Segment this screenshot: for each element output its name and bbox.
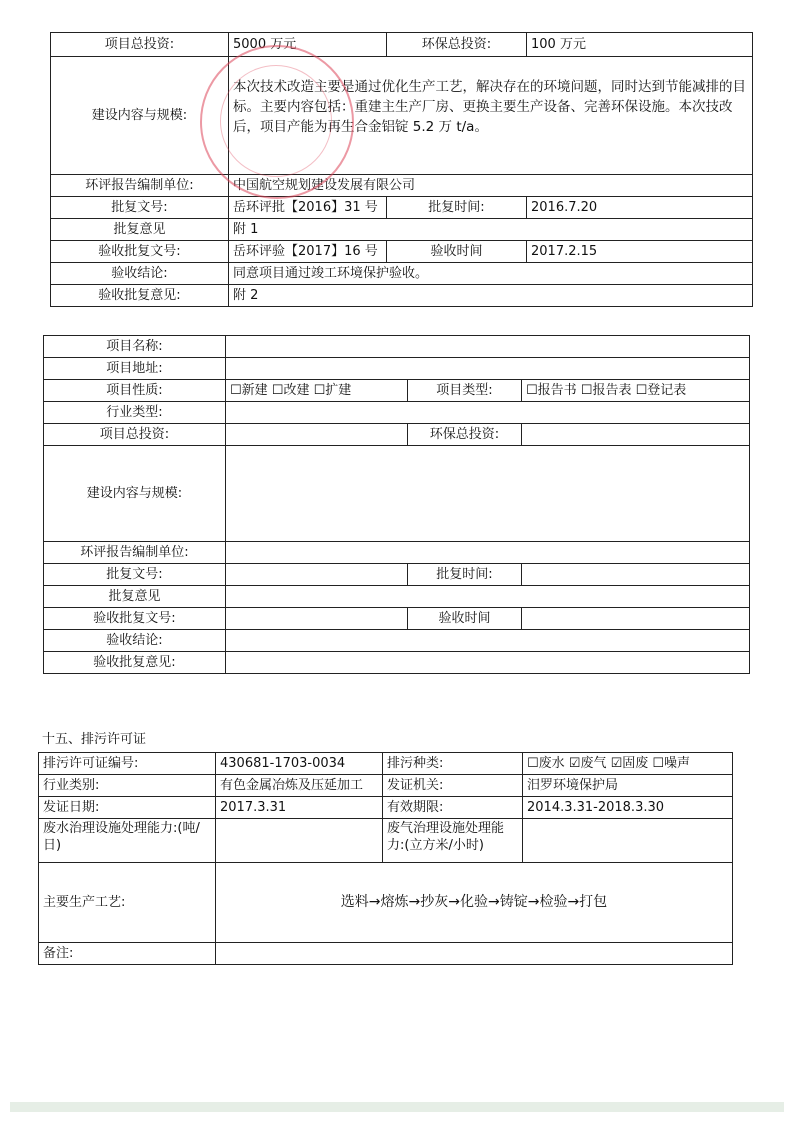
eia-unit-value: 中国航空规划建设发展有限公司	[229, 175, 753, 197]
acceptance-opinion-value: 附 2	[229, 285, 753, 307]
blank-env-investment-value	[522, 424, 750, 446]
issuer-label: 发证机关:	[383, 775, 523, 797]
blank-approval-time-value	[522, 564, 750, 586]
total-investment-value: 5000 万元	[229, 33, 387, 57]
wastewater-capacity-label: 废水治理设施处理能力:(吨/日)	[39, 819, 216, 863]
blank-acceptance-time-value	[522, 608, 750, 630]
blank-approval-opinion-value	[226, 586, 750, 608]
blank-acceptance-no-value	[226, 608, 408, 630]
issue-date-value: 2017.3.31	[216, 797, 383, 819]
blank-address-value	[226, 358, 750, 380]
wastegas-capacity-value	[523, 819, 733, 863]
blank-acceptance-time-label: 验收时间	[408, 608, 522, 630]
blank-acceptance-no-label: 验收批复文号:	[44, 608, 226, 630]
official-seal	[200, 45, 354, 199]
pollution-permit-table	[38, 752, 733, 965]
scan-edge-band	[10, 1102, 784, 1112]
blank-approval-opinion-label: 批复意见	[44, 586, 226, 608]
valid-label: 有效期限:	[383, 797, 523, 819]
acceptance-conclusion-label: 验收结论:	[51, 263, 229, 285]
eia-unit-label: 环评报告编制单位:	[51, 175, 229, 197]
blank-name-label: 项目名称:	[44, 336, 226, 358]
blank-content-value	[226, 446, 750, 542]
blank-type-options: ☐报告书 ☐报告表 ☐登记表	[522, 380, 750, 402]
blank-acceptance-conclusion-label: 验收结论:	[44, 630, 226, 652]
process-value: 选料→熔炼→抄灰→化验→铸锭→检验→打包	[216, 863, 733, 943]
wastegas-capacity-label: 废气治理设施处理能力:(立方米/小时)	[383, 819, 523, 863]
industry-value: 有色金属冶炼及压延加工	[216, 775, 383, 797]
blank-nature-label: 项目性质:	[44, 380, 226, 402]
process-label: 主要生产工艺:	[39, 863, 216, 943]
blank-env-investment-label: 环保总投资:	[408, 424, 522, 446]
acceptance-time-label: 验收时间	[387, 241, 527, 263]
blank-acceptance-opinion-value	[226, 652, 750, 674]
blank-nature-options: ☐新建 ☐改建 ☐扩建	[226, 380, 408, 402]
pollutant-label: 排污种类:	[383, 753, 523, 775]
acceptance-no-value: 岳环评验【2017】16 号	[229, 241, 387, 263]
blank-name-value	[226, 336, 750, 358]
permit-no-value: 430681-1703-0034	[216, 753, 383, 775]
project-info-table-filled	[50, 32, 753, 307]
acceptance-no-label: 验收批复文号:	[51, 241, 229, 263]
valid-value: 2014.3.31-2018.3.30	[523, 797, 733, 819]
issue-date-label: 发证日期:	[39, 797, 216, 819]
remarks-value	[216, 943, 733, 965]
remarks-label: 备注:	[39, 943, 216, 965]
approval-opinion-value: 附 1	[229, 219, 753, 241]
industry-label: 行业类别:	[39, 775, 216, 797]
blank-acceptance-opinion-label: 验收批复意见:	[44, 652, 226, 674]
approval-no-label: 批复文号:	[51, 197, 229, 219]
blank-approval-no-value	[226, 564, 408, 586]
content-label: 建设内容与规模:	[51, 57, 229, 175]
approval-opinion-label: 批复意见	[51, 219, 229, 241]
blank-total-investment-value	[226, 424, 408, 446]
blank-industry-value	[226, 402, 750, 424]
env-investment-label: 环保总投资:	[387, 33, 527, 57]
approval-time-label: 批复时间:	[387, 197, 527, 219]
acceptance-opinion-label: 验收批复意见:	[51, 285, 229, 307]
section-15-title: 十五、排污许可证	[42, 732, 147, 747]
acceptance-time-value: 2017.2.15	[527, 241, 753, 263]
approval-no-value: 岳环评批【2016】31 号	[229, 197, 387, 219]
project-info-table-blank	[43, 335, 750, 674]
blank-total-investment-label: 项目总投资:	[44, 424, 226, 446]
blank-eia-unit-label: 环评报告编制单位:	[44, 542, 226, 564]
blank-type-label: 项目类型:	[408, 380, 522, 402]
blank-address-label: 项目地址:	[44, 358, 226, 380]
blank-eia-unit-value	[226, 542, 750, 564]
total-investment-label: 项目总投资:	[51, 33, 229, 57]
issuer-value: 汨罗环境保护局	[523, 775, 733, 797]
acceptance-conclusion-value: 同意项目通过竣工环境保护验收。	[229, 263, 753, 285]
content-value: 本次技术改造主要是通过优化生产工艺，解决存在的环境问题，同时达到节能减排的目标。主要内容包括：重建主生产厂房、更换主要生产设备、完善环保设施。本次技改后，项目产能为再生合金铝锭 5.2 万 t/a。	[229, 57, 753, 175]
permit-no-label: 排污许可证编号:	[39, 753, 216, 775]
approval-time-value: 2016.7.20	[527, 197, 753, 219]
blank-approval-no-label: 批复文号:	[44, 564, 226, 586]
blank-approval-time-label: 批复时间:	[408, 564, 522, 586]
blank-content-label: 建设内容与规模:	[44, 446, 226, 542]
blank-industry-label: 行业类型:	[44, 402, 226, 424]
pollutant-value: ☐废水 ☑废气 ☑固废 ☐噪声	[523, 753, 733, 775]
blank-acceptance-conclusion-value	[226, 630, 750, 652]
wastewater-capacity-value	[216, 819, 383, 863]
env-investment-value: 100 万元	[527, 33, 753, 57]
